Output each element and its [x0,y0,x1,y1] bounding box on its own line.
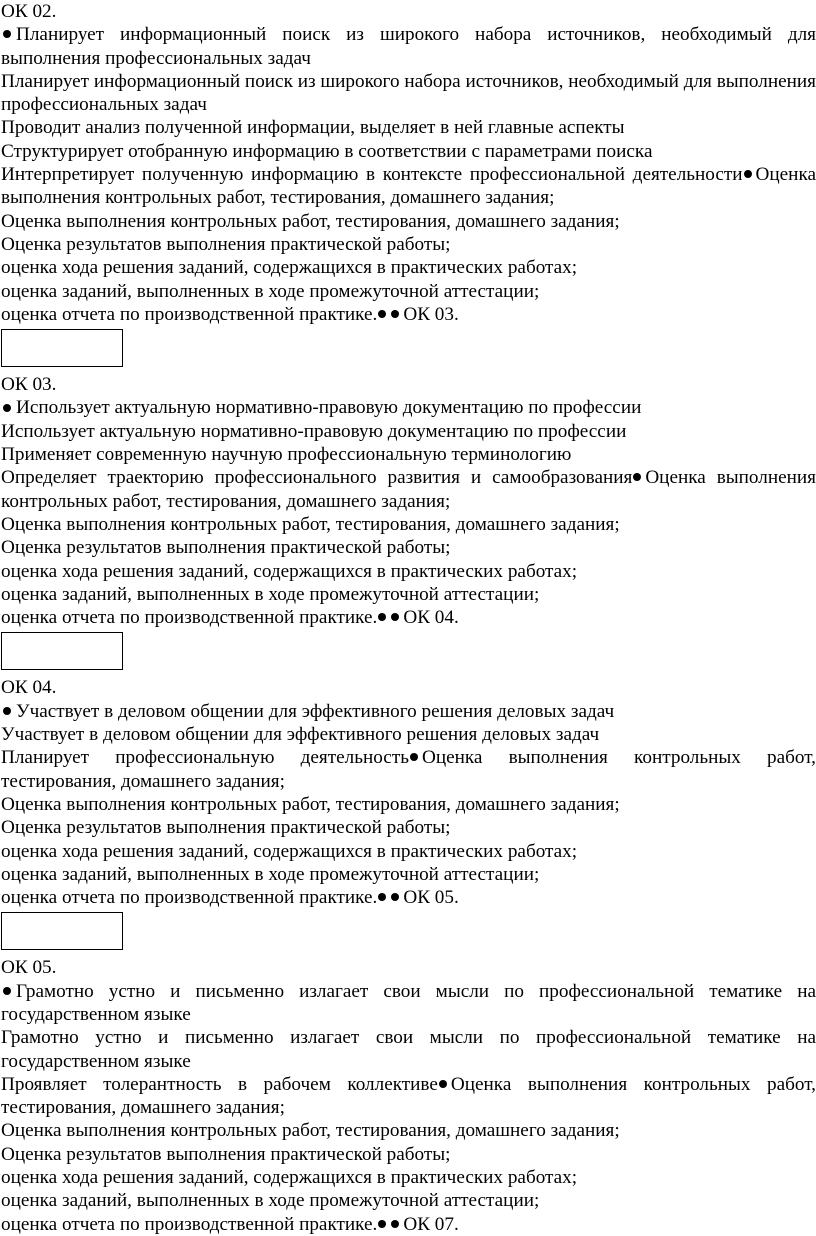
section-ok-05 [1,956,816,1236]
assessment-line: Оценка выполнения контрольных работ, тестирования, домашнего задания; [1,513,620,535]
criterion-line: Использует актуальную нормативно-правовую документацию по профессии [1,420,627,442]
bullet-icon [3,30,11,38]
assessment-line: Оценка результатов выполнения практической работы; [1,1143,451,1165]
bullet-icon [439,1080,447,1088]
final-assessment-line: оценка отчета по производственной практике. ОК 04. [1,607,459,629]
assessment-line: оценка заданий, выполненных в ходе промежуточной аттестации; [1,583,540,605]
assessment-line: оценка заданий, выполненных в ходе промежуточной аттестации; [1,863,540,885]
criterion-line: Грамотно устно и письменно излагает свои мысли по профессиональной тематике на государственном языке [1,1027,816,1072]
lead-criterion: Планирует информационный поиск из широкого набора источников, необходимый для выполнения профессиональных задач [1,24,816,69]
assessment-line: оценка хода решения заданий, содержащихся в практических работах; [1,840,578,862]
section-ok-04 [1,676,816,950]
assessment-line: оценка хода решения заданий, содержащихся в практических работах; [1,1167,578,1189]
section-code: ОК 02. [1,1,57,22]
bullet-icon [378,310,386,318]
section-ok-02 [1,0,816,367]
bullet-icon [391,613,399,621]
assessment-line: оценка заданий, выполненных в ходе промежуточной аттестации; [1,280,540,302]
criterion-line: Применяет современную научную профессиональную терминологию [1,444,572,466]
bullet-icon [744,170,752,178]
criterion-with-assessment: Определяет траекторию профессионального развития и самообразования Оценка выполнения контрольных работ, тестирования, домашнего задания; [1,467,816,512]
criterion-line: Планирует информационный поиск из широкого набора источников, необходимый для выполнения профессиональных задач [1,70,816,116]
assessment-line: Оценка результатов выполнения практической работы; [1,233,451,255]
bullet-icon [633,473,641,481]
section-code: ОК 03. [1,374,57,396]
lead-criterion: Грамотно устно и письменно излагает свои мысли по профессиональной тематике на государственном языке [1,980,816,1025]
section-code: ОК 04. [1,677,57,699]
bullet-icon [391,310,399,318]
assessment-line: Оценка результатов выполнения практической работы; [1,817,451,839]
empty-cell-box [1,912,123,950]
criterion-line: Участвует в деловом общении для эффективного решения деловых задач [1,724,600,746]
bullet-icon [391,893,399,901]
next-code: ОК 04. [403,607,459,629]
criterion-line: Проводит анализ полученной информации, выделяет в ней главные аспекты [1,117,625,139]
final-assessment-line: оценка отчета по производственной практике. ОК 03. [1,303,459,325]
criterion-with-assessment: Проявляет толерантность в рабочем коллективе Оценка выполнения контрольных работ, тестирования, домашнего задания; [1,1073,816,1119]
lead-criterion: Использует актуальную нормативно-правовую документацию по профессии [1,396,816,419]
assessment-line: Оценка результатов выполнения практической работы; [1,537,451,559]
criterion-with-assessment: Интерпретирует полученную информацию в контексте профессиональной деятельности Оценка выполнения контрольных работ, тестирования, домашнего задания; [1,164,816,209]
bullet-icon [378,613,386,621]
bullet-icon [3,707,11,715]
next-code: ОК 05. [403,887,459,909]
assessment-line: оценка хода решения заданий, содержащихся в практических работах; [1,560,578,582]
lead-criterion: Участвует в деловом общении для эффективного решения деловых задач [1,700,816,723]
criterion-with-assessment: Планирует профессиональную деятельность Оценка выполнения контрольных работ, тестирования, домашнего задания; [1,747,816,792]
assessment-line: оценка хода решения заданий, содержащихся в практических работах; [1,257,578,279]
bullet-icon [410,753,418,761]
assessment-line: Оценка выполнения контрольных работ, тестирования, домашнего задания; [1,1120,620,1142]
bullet-icon [378,1220,386,1228]
section-ok-03 [1,373,816,670]
bullet-icon [378,893,386,901]
assessment-line: оценка заданий, выполненных в ходе промежуточной аттестации; [1,1190,540,1212]
empty-cell-box [1,329,123,367]
assessment-line: Оценка выполнения контрольных работ, тестирования, домашнего задания; [1,793,620,815]
bullet-icon [3,404,11,412]
final-assessment-line: оценка отчета по производственной практике. ОК 05. [1,887,459,909]
next-code: ОК 03. [403,303,459,325]
bullet-icon [391,1220,399,1228]
section-code: ОК 05. [1,957,57,979]
next-code: ОК 07. [403,1213,459,1235]
assessment-line: Оценка выполнения контрольных работ, тестирования, домашнего задания; [1,210,620,232]
final-assessment-line: оценка отчета по производственной практике. ОК 07. [1,1213,459,1235]
empty-cell-box [1,632,123,670]
criterion-line: Структурирует отобранную информацию в соответствии с параметрами поиска [1,140,653,162]
bullet-icon [3,987,11,995]
